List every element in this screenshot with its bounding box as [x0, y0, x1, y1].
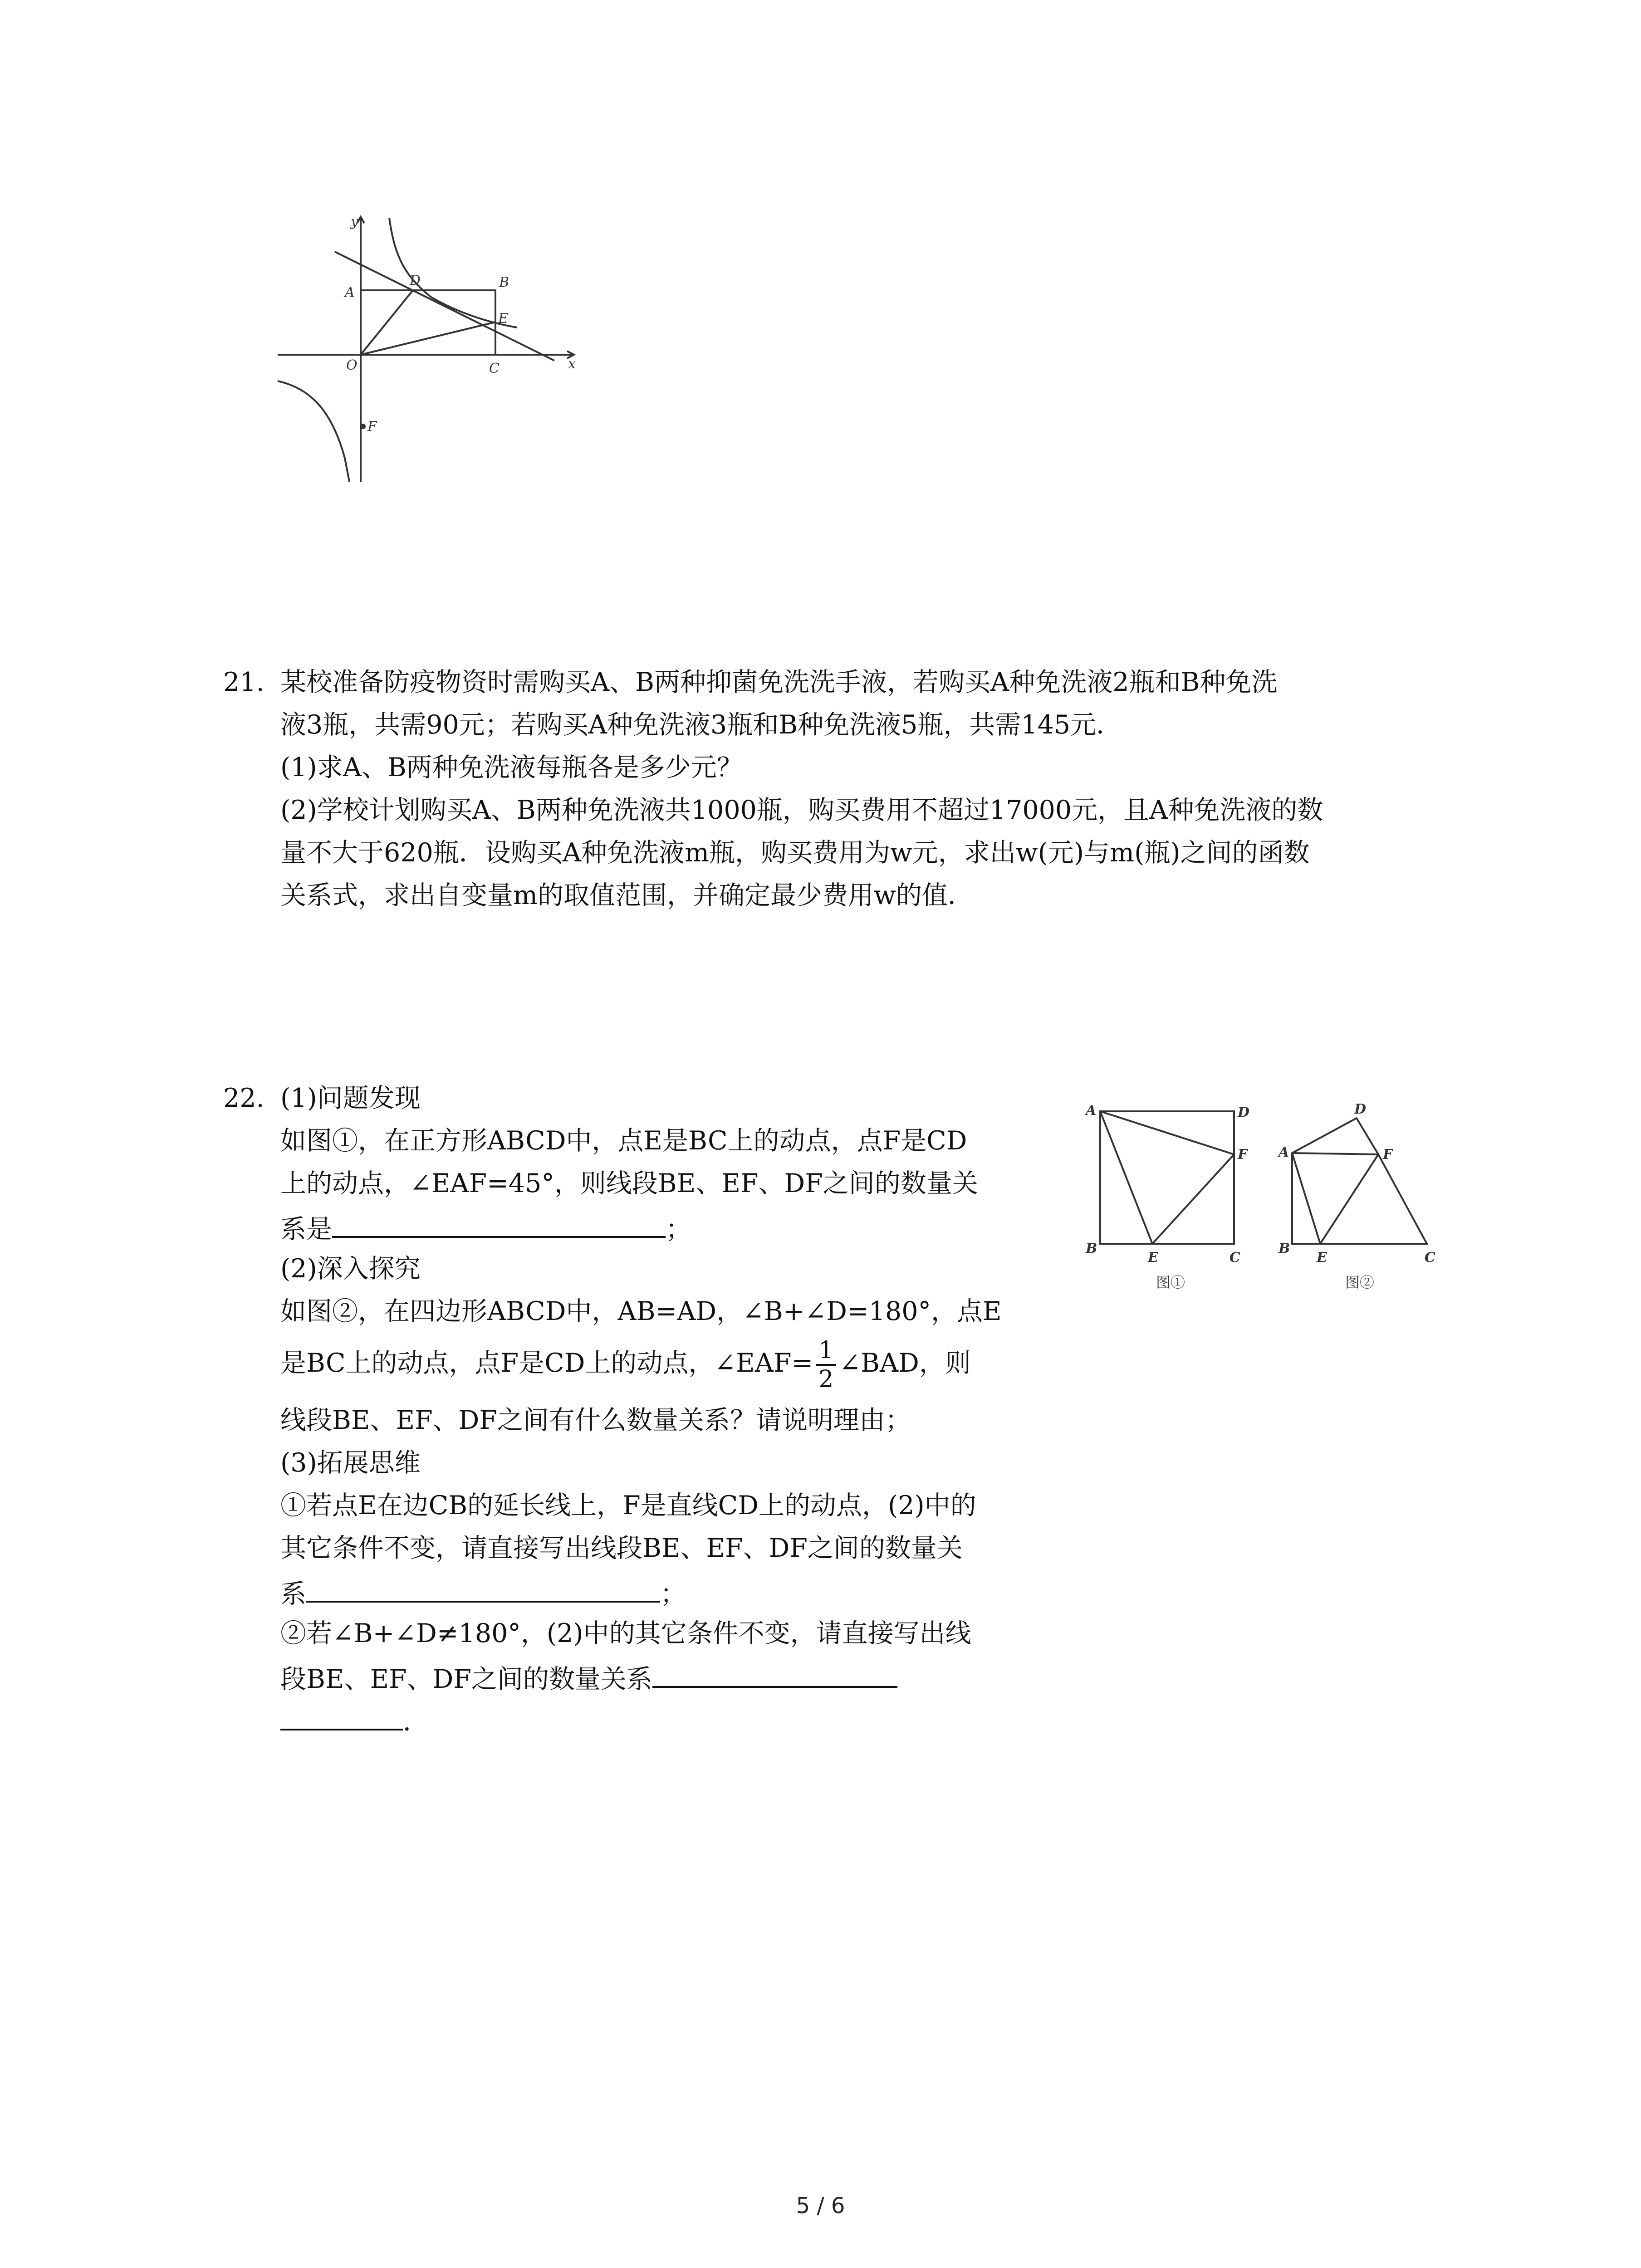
segment-af: [1292, 1153, 1378, 1154]
q22-part2-line-1: 如图②，在四边形ABCD中，AB=AD，∠B+∠D=180°，点E: [280, 1296, 1002, 1326]
fraction-one-half: [816, 1336, 836, 1393]
q22-part2-title: (2)深入探究: [280, 1254, 421, 1284]
segment-ef: [1320, 1154, 1378, 1244]
q22-part3-line-3-text: 系: [280, 1579, 306, 1609]
q22-part2-line-2: [280, 1336, 971, 1393]
q22-part1-line-2: 上的动点，∠EAF=45°，则线段BE、EF、DF之间的数量关: [280, 1168, 978, 1198]
answer-blank-2[interactable]: [306, 1574, 660, 1603]
label-o: O: [346, 357, 358, 373]
fig2-label-c: C: [1425, 1250, 1435, 1266]
segment-af: [1100, 1111, 1234, 1154]
line-de: [335, 252, 554, 361]
segment-ae: [1100, 1111, 1152, 1244]
q22-part1-line-1: 如图①，在正方形ABCD中，点E是BC上的动点，点F是CD: [280, 1126, 967, 1156]
fig1-caption: 图①: [1156, 1274, 1185, 1291]
answer-blank-4[interactable]: [280, 1702, 403, 1730]
fig2-label-a: A: [1279, 1144, 1289, 1160]
q22-part3-line-3: [280, 1574, 686, 1610]
q21-line-6: 关系式，求出自变量m的取值范围，并确定最少费用w的值．: [280, 880, 974, 910]
q22-part3-line-4: ②若∠B+∠D≠180°，(2)中的其它条件不变，请直接写出线: [280, 1618, 971, 1648]
quadrilateral-abcd: [1292, 1118, 1427, 1244]
answer-blank-1[interactable]: [332, 1210, 666, 1238]
q22-part2-line-2-end: ∠BAD，则: [839, 1348, 971, 1378]
label-a: A: [345, 284, 355, 300]
q21-line-3: (1)求A、B两种免洗液每瓶各是多少元？: [280, 753, 743, 782]
label-x: x: [568, 356, 576, 372]
fig2-label-f: F: [1383, 1147, 1393, 1163]
fig1-label-d: D: [1238, 1105, 1250, 1120]
figure-q22-1: [1080, 1093, 1266, 1297]
q22-part3-line-3-end: ；: [660, 1579, 686, 1609]
hyperbola-lower: [278, 381, 349, 482]
q22-part3-line-5: [280, 1660, 897, 1696]
segment-od: [361, 290, 413, 355]
q22-part2-line-3: 线段BE、EF、DF之间有什么数量关系？请说明理由；: [280, 1405, 911, 1435]
q21-number: 21.: [223, 667, 265, 697]
answer-blank-3[interactable]: [652, 1660, 897, 1688]
fig1-label-f: F: [1238, 1147, 1248, 1163]
label-d: D: [410, 273, 421, 288]
label-c: C: [489, 361, 500, 376]
rectangle-oabc: [361, 290, 495, 355]
q22-part3-line-6-end: ．: [403, 1707, 429, 1737]
page-number: 5 / 6: [796, 2193, 845, 2219]
figure-q22-2: [1270, 1093, 1452, 1297]
q21-line-5: 量不大于620瓶．设购买A种免洗液m瓶，购买费用为w元，求出w(元)与m(瓶)之间的函数: [280, 838, 1310, 868]
q22-part2-line-2-text: 是BC上的动点，点F是CD上的动点，∠EAF=: [280, 1348, 813, 1378]
label-f: F: [367, 419, 377, 435]
q21-line-4: (2)学校计划购买A、B两种免洗液共1000瓶，购买费用不超过17000元，且A种免洗液的数: [280, 795, 1323, 825]
fig2-label-b: B: [1279, 1241, 1290, 1256]
fraction-denominator: 2: [818, 1365, 834, 1393]
q22-number: 22.: [223, 1083, 265, 1113]
figure-coordinate-graph: [272, 209, 590, 490]
fig1-label-e: E: [1148, 1250, 1158, 1266]
fig2-caption: 图②: [1345, 1274, 1375, 1291]
q22-part1-line-3-end: ；: [666, 1214, 691, 1244]
q22-part3-line-2: 其它条件不变，请直接写出线段BE、EF、DF之间的数量关: [280, 1533, 963, 1563]
q22-part3-line-1: ①若点E在边CB的延长线上，F是直线CD上的动点，(2)中的: [280, 1491, 976, 1520]
q22-part1-title: (1)问题发现: [280, 1083, 421, 1113]
fig2-label-d: D: [1354, 1101, 1367, 1117]
segment-ef: [1152, 1154, 1234, 1244]
fig1-label-c: C: [1230, 1250, 1240, 1266]
fraction-numerator: 1: [816, 1339, 836, 1366]
label-y: y: [351, 214, 358, 230]
q22-part3-line-5-text: 段BE、EF、DF之间的数量关系: [280, 1664, 652, 1694]
segment-oe: [361, 322, 495, 355]
fig2-label-e: E: [1317, 1250, 1327, 1266]
fig1-label-a: A: [1086, 1103, 1097, 1119]
segment-ae: [1292, 1153, 1320, 1244]
label-e: E: [498, 311, 508, 327]
q22-part1-line-3: [280, 1210, 691, 1246]
q22-part1-line-3-text: 系是: [280, 1214, 332, 1244]
label-b: B: [499, 274, 509, 290]
point-f: [360, 424, 366, 429]
q22-part3-title: (3)拓展思维: [280, 1448, 421, 1478]
q21-line-1: 某校准备防疫物资时需购买A、B两种抑菌免洗洗手液，若购买A种免洗液2瓶和B种免洗: [280, 667, 1278, 697]
q21-line-2: 液3瓶，共需90元；若购买A种免洗液3瓶和B种免洗液5瓶，共需145元．: [280, 710, 1122, 740]
q22-part3-line-6: [280, 1702, 429, 1738]
fig1-label-b: B: [1086, 1241, 1097, 1256]
